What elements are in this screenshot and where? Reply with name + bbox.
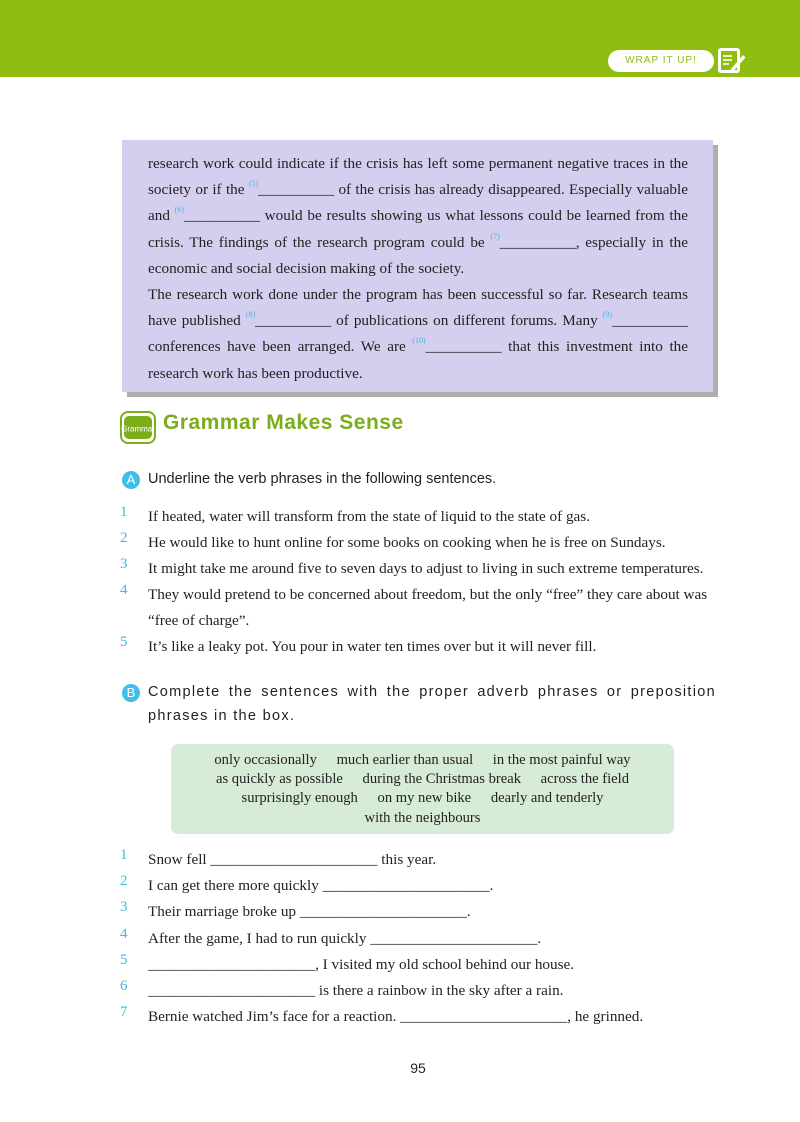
page-number: 95 [410, 1060, 426, 1076]
phrase: as quickly as possible [215, 771, 343, 788]
phrase: on my new bike [377, 790, 472, 807]
blank-number-5: (5) [248, 179, 259, 189]
item-text: Their marriage broke up ______________________. [148, 903, 471, 920]
wrap-it-up-tag: WRAP IT UP! [608, 50, 714, 72]
notepad-pencil-icon [717, 47, 747, 75]
item-number: 4 [120, 926, 128, 942]
phrase: surprisingly enough [241, 790, 358, 807]
grammar-icon [120, 411, 156, 444]
item-number: 5 [120, 634, 128, 650]
passage-paragraph-1: research work could indicate if the crisis has left some permanent negative traces in the society or if the $^{(5)}$__________ of the crisis has already disappeared. Especially valuable and $^{(6)}$__________ would be results showing us what lessons could be learned from the crisis. The findings of the research program could be $^{(7)}$__________, especially in the economic and social decision making of the society. [148, 155, 688, 277]
item-number: 2 [120, 873, 128, 889]
item-number: 2 [120, 530, 128, 546]
phrase-row [171, 751, 674, 770]
phrase: much earlier than usual [336, 752, 474, 768]
phrase: only occasionally [214, 752, 317, 768]
item-text: ______________________ is there a rainbow in the sky after a rain. [148, 982, 564, 999]
item-text: He would like to hunt online for some books on cooking when he is free on Sundays. [148, 534, 666, 551]
item-number: 5 [120, 952, 128, 968]
item-text: It’s like a leaky pot. You pour in water ten times over but it will never fill. [148, 638, 597, 655]
svg-text:Grammar: Grammar [121, 424, 155, 434]
item-number: 3 [120, 899, 128, 915]
phrase-row [171, 809, 674, 828]
phrase-box [171, 744, 674, 834]
blank-number-9: (9) [602, 310, 613, 320]
phrase: in the most painful way [492, 752, 631, 768]
item-number: 4 [120, 582, 128, 598]
blank-number-7: (7) [490, 231, 500, 241]
section-b-instruction: Complete the sentences with the proper adverb phrases or preposition phrases in the box. [148, 684, 716, 724]
blank-number-10: (10) [412, 336, 426, 346]
item-number: 3 [120, 556, 128, 572]
item-text: They would pretend to be concerned about freedom, but the only “free” they care about was “free of charge”. [148, 586, 708, 629]
item-text: Snow fell ______________________ this year. [148, 851, 437, 868]
item-text: After the game, I had to run quickly ______________________. [148, 930, 542, 947]
section-title: Grammar Makes Sense [163, 411, 404, 434]
item-text: It might take me around five to seven days to adjust to living in such extreme temperatures. [148, 560, 704, 577]
phrase-row [171, 789, 674, 808]
item-text: I can get there more quickly ______________________. [148, 877, 494, 894]
phrase-row [171, 770, 674, 789]
section-a-badge: A [122, 471, 140, 489]
reading-passage [122, 140, 713, 392]
item-number: 7 [120, 1004, 128, 1020]
section-b-badge: B [122, 684, 140, 702]
item-number: 6 [120, 978, 128, 994]
item-text: ______________________, I visited my old school behind our house. [148, 956, 575, 973]
item-text: Bernie watched Jim’s face for a reaction. ______________________, he grinned. [148, 1008, 644, 1025]
phrase: with the neighbours [364, 809, 481, 826]
phrase: dearly and tenderly [490, 790, 604, 807]
phrase: during the Christmas break [362, 771, 521, 788]
blank-number-6: (6) [174, 205, 184, 215]
item-text: If heated, water will transform from the state of liquid to the state of gas. [148, 508, 590, 525]
section-a-instruction: Underline the verb phrases in the following sentences. [148, 471, 497, 487]
item-number: 1 [120, 504, 128, 520]
item-number: 1 [120, 847, 128, 863]
passage-paragraph-2: The research work done under the program has been successful so far. Research teams have published $^{(8)}$__________ of publications on different forums. Many $^{(9)}$__________ conferences have been arranged. We are $^{(10)}$__________ that this investment into the research work has been productive. [148, 286, 689, 382]
blank-number-8: (8) [245, 310, 256, 320]
phrase: across the field [540, 771, 629, 788]
